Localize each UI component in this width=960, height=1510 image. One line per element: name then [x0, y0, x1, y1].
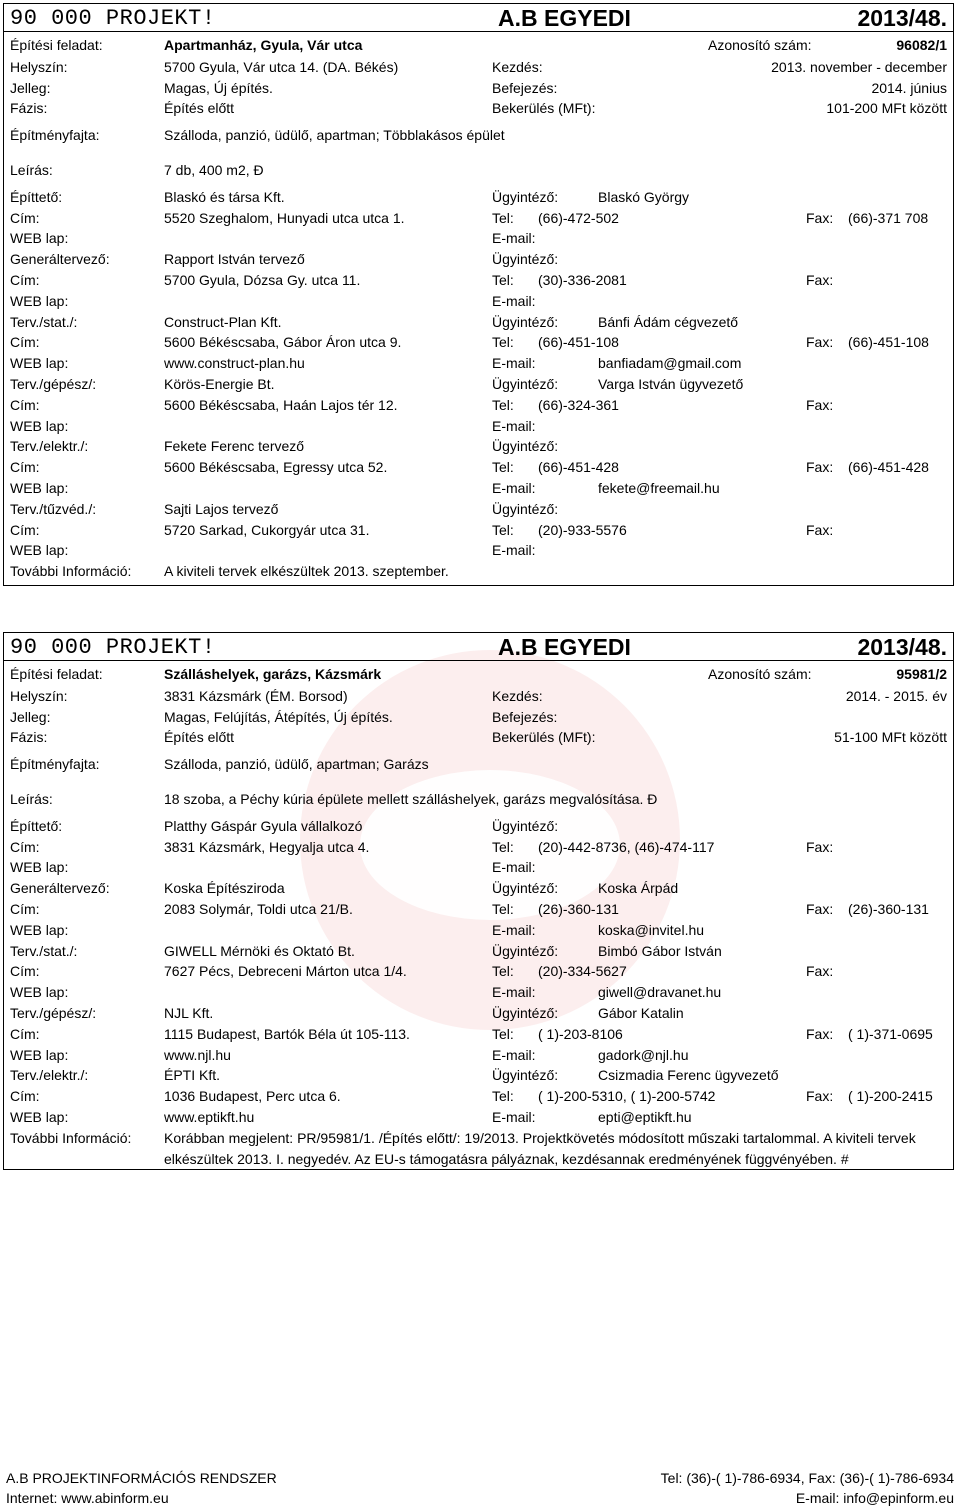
contact-role-label: Terv./stat./: [10, 313, 78, 330]
footer-phone-fax: Tel: (36)-( 1)-786-6934, Fax: (36)-( 1)-786-6934 [660, 1470, 954, 1486]
contact-company: Körös-Energie Bt. [164, 376, 275, 392]
contact-web-row [4, 1107, 953, 1127]
contact-role-row [4, 374, 953, 394]
contact-fax: (66)-371 708 [848, 209, 929, 226]
contact-role-row [4, 816, 953, 836]
info-row [4, 1128, 953, 1167]
contact-person-label: Ügyintéző: [492, 500, 559, 517]
web-label: WEB lap: [10, 292, 69, 309]
contact-email[interactable]: giwell@dravanet.hu [598, 984, 722, 1001]
contact-role-label: Terv./stat./: [10, 942, 78, 959]
contact-person: Bánfi Ádám cégvezető [598, 313, 739, 330]
contact-address-row [4, 1024, 953, 1044]
contact-email[interactable]: gadork@njl.hu [598, 1046, 689, 1063]
address-label: Cím: [10, 901, 40, 917]
phase-row [4, 98, 953, 118]
email-label: E-mail: [492, 355, 536, 372]
header-category: A.B EGYEDI [498, 5, 631, 31]
header-issue: 2013/48. [857, 5, 947, 31]
project-id: 96082/1 [896, 37, 947, 53]
phase-value: Építés előtt [164, 729, 235, 746]
task-row [4, 664, 953, 684]
project-id: 95981/2 [896, 666, 947, 682]
contact-address: 5520 Szeghalom, Hunyadi utca utca 1. [164, 209, 405, 226]
location-label: Helyszín: [10, 687, 68, 704]
contact-address-row [4, 899, 953, 919]
contact-role-row [4, 1065, 953, 1085]
web-label: WEB lap: [10, 921, 69, 938]
phone-label: Tel: [492, 1025, 514, 1042]
fax-label: Fax: [806, 1025, 834, 1042]
project-sheet [3, 632, 954, 1170]
phone-label: Tel: [492, 963, 514, 980]
location-label: Helyszín: [10, 58, 68, 75]
contact-address: 5600 Békéscsaba, Haán Lajos tér 12. [164, 396, 398, 413]
footer-system-name: A.B PROJEKTINFORMÁCIÓS RENDSZER [6, 1470, 277, 1486]
contact-role-label: Terv./tűzvéd./: [10, 500, 97, 517]
contact-email[interactable]: koska@invitel.hu [598, 921, 705, 938]
contact-email[interactable]: banfiadam@gmail.com [598, 355, 742, 372]
web-label: WEB lap: [10, 984, 69, 1001]
cost-value: 51-100 MFt között [834, 729, 947, 746]
info-text: A kiviteli tervek elkészültek 2013. szeptember. [164, 563, 449, 580]
contact-person-label: Ügyintéző: [492, 438, 559, 455]
contact-fax: (66)-451-108 [848, 334, 929, 351]
contact-phone: (66)-472-502 [538, 209, 619, 226]
contact-person: Csizmadia Ferenc ügyvezető [598, 1067, 779, 1084]
email-label: E-mail: [492, 1109, 536, 1125]
fax-label: Fax: [806, 272, 834, 288]
phase-label: Fázis: [10, 100, 48, 117]
contact-person-label: Ügyintéző: [492, 942, 559, 959]
contact-company: Blaskó és társa Kft. [164, 188, 285, 205]
contact-phone: (20)-442-8736, (46)-474-117 [538, 838, 715, 855]
fax-label: Fax: [806, 963, 834, 980]
contact-role-label: Terv./elektr./: [10, 1067, 89, 1084]
phone-label: Tel: [492, 459, 514, 476]
end-value: 2014. június [871, 79, 947, 96]
header-prefix: 90 000 PROJEKT! [10, 635, 216, 660]
contact-company: ÉPTI Kft. [164, 1067, 221, 1084]
phone-label: Tel: [492, 1088, 514, 1105]
contact-web-row [4, 353, 953, 373]
contact-web-row [4, 982, 953, 1002]
contact-web-row [4, 228, 953, 248]
contact-role-row [4, 499, 953, 519]
contact-person: Blaskó György [598, 188, 690, 205]
web-label: WEB lap: [10, 859, 69, 876]
web-label: WEB lap: [10, 355, 69, 372]
description-row [4, 160, 953, 180]
email-label: E-mail: [492, 859, 536, 876]
type-label: Jelleg: [10, 708, 51, 725]
contact-address: 2083 Solymár, Toldi utca 21/B. [164, 901, 353, 917]
email-label: E-mail: [492, 480, 536, 496]
phone-label: Tel: [492, 838, 514, 855]
contact-address-row [4, 520, 953, 540]
contact-company: NJL Kft. [164, 1005, 214, 1021]
fax-label: Fax: [806, 334, 834, 351]
header-issue: 2013/48. [857, 634, 947, 660]
contact-person-label: Ügyintéző: [492, 1005, 559, 1021]
contact-fax: ( 1)-200-2415 [848, 1088, 933, 1105]
fax-label: Fax: [806, 209, 834, 226]
location-value: 5700 Gyula, Vár utca 14. (DA. Békés) [164, 58, 399, 75]
location-value: 3831 Kázsmárk (ÉM. Borsod) [164, 687, 348, 704]
phone-label: Tel: [492, 901, 514, 917]
contact-person-label: Ügyintéző: [492, 1067, 559, 1084]
web-label: WEB lap: [10, 542, 69, 559]
address-label: Cím: [10, 209, 40, 226]
building-row [4, 754, 953, 774]
task-row [4, 35, 953, 55]
contact-person: Varga István ügyvezető [598, 376, 744, 392]
contact-role-label: Terv./gépész/: [10, 376, 97, 392]
contact-role-label: Terv./elektr./: [10, 438, 89, 455]
contact-company: GIWELL Mérnöki és Oktató Bt. [164, 942, 355, 959]
building-row [4, 125, 953, 145]
contact-web-row [4, 1045, 953, 1065]
contact-role-label: Építtető: [10, 817, 63, 834]
project-header [4, 633, 953, 661]
contact-web-row [4, 540, 953, 560]
cost-label: Bekerülés (MFt): [492, 100, 596, 117]
contact-address: 5720 Sarkad, Cukorgyár utca 31. [164, 521, 370, 538]
contact-address: 5700 Gyula, Dózsa Gy. utca 11. [164, 272, 361, 288]
contact-person-label: Ügyintéző: [492, 376, 559, 392]
email-label: E-mail: [492, 417, 536, 434]
address-label: Cím: [10, 396, 40, 413]
phase-row [4, 727, 953, 747]
contact-company: Rapport István tervező [164, 251, 305, 268]
contact-role-label: Terv./gépész/: [10, 1005, 97, 1021]
contact-person-label: Ügyintéző: [492, 251, 559, 268]
web-label: WEB lap: [10, 230, 69, 247]
id-label: Azonosító szám: [708, 666, 812, 682]
contact-company: Sajti Lajos tervező [164, 500, 279, 517]
contact-web-row [4, 857, 953, 877]
contact-role-label: Építtető: [10, 188, 63, 205]
address-label: Cím: [10, 334, 40, 351]
fax-label: Fax: [806, 459, 834, 476]
contact-company: Fekete Ferenc tervező [164, 438, 305, 455]
id-label: Azonosító szám: [708, 37, 812, 53]
contact-role-label: Generáltervező: [10, 880, 110, 897]
contact-role-row [4, 1003, 953, 1023]
header-category: A.B EGYEDI [498, 634, 631, 660]
contact-fax: ( 1)-371-0695 [848, 1025, 933, 1042]
fax-label: Fax: [806, 1088, 834, 1105]
fax-label: Fax: [806, 838, 834, 855]
footer-email[interactable]: E-mail: info@epinform.eu [795, 1490, 954, 1506]
contact-address: 1036 Budapest, Perc utca 6. [164, 1088, 341, 1105]
contact-phone: (30)-336-2081 [538, 272, 627, 288]
contact-website[interactable]: www.eptikft.hu [164, 1109, 255, 1125]
contact-address-row [4, 961, 953, 981]
phase-label: Fázis: [10, 729, 48, 746]
footer-website[interactable]: Internet: www.abinform.eu [6, 1490, 169, 1506]
contact-address-row [4, 395, 953, 415]
email-label: E-mail: [492, 984, 536, 1001]
phone-label: Tel: [492, 209, 514, 226]
contact-company: Platthy Gáspár Gyula vállalkozó [164, 817, 363, 834]
contact-phone: (66)-324-361 [538, 396, 619, 413]
type-value: Magas, Felújítás, Átépítés, Új építés. [164, 708, 393, 725]
contact-role-row [4, 187, 953, 207]
contact-person-label: Ügyintéző: [492, 817, 559, 834]
end-label: Befejezés: [492, 79, 558, 96]
phone-label: Tel: [492, 396, 514, 413]
contact-person-label: Ügyintéző: [492, 880, 559, 897]
task-title: Szálláshelyek, garázs, Kázsmárk [164, 666, 382, 682]
contact-role-row [4, 941, 953, 961]
email-label: E-mail: [492, 1046, 536, 1063]
contact-address-row [4, 1086, 953, 1106]
type-label: Jelleg: [10, 79, 51, 96]
address-label: Cím: [10, 838, 40, 855]
contact-phone: ( 1)-203-8106 [538, 1025, 623, 1042]
contact-role-row [4, 436, 953, 456]
address-label: Cím: [10, 1025, 40, 1042]
web-label: WEB lap: [10, 417, 69, 434]
start-label: Kezdés: [492, 58, 543, 75]
contact-email[interactable]: fekete@freemail.hu [598, 480, 720, 496]
contact-phone: (66)-451-428 [538, 459, 619, 476]
contact-address-row [4, 332, 953, 352]
email-label: E-mail: [492, 542, 536, 559]
task-label: Építési feladat: [10, 37, 103, 53]
start-label: Kezdés: [492, 687, 543, 704]
description-value: 18 szoba, a Péchy kúria épülete mellett szálláshelyek, garázs megvalósítása. Ð [164, 791, 658, 807]
contact-person-label: Ügyintéző: [492, 188, 559, 205]
web-label: WEB lap: [10, 1109, 69, 1125]
type-row [4, 78, 953, 98]
contact-web-row [4, 478, 953, 498]
start-value: 2014. - 2015. év [845, 687, 947, 704]
header-prefix: 90 000 PROJEKT! [10, 6, 216, 31]
contact-address-row [4, 457, 953, 477]
contact-role-row [4, 878, 953, 898]
contact-address: 5600 Békéscsaba, Gábor Áron utca 9. [164, 334, 402, 351]
address-label: Cím: [10, 1088, 40, 1105]
description-label: Leírás: [10, 162, 53, 178]
contact-phone: (26)-360-131 [538, 901, 619, 917]
info-text: Korábban megjelent: PR/95981/1. /Építés előtt/: 19/2013. Projektkövetés módosított műszaki tartalommal. A kiviteli tervek [164, 1129, 916, 1146]
task-label: Építési feladat: [10, 666, 103, 682]
contact-role-row [4, 249, 953, 269]
contact-address-row [4, 270, 953, 290]
contact-role-row [4, 312, 953, 332]
contact-address: 5600 Békéscsaba, Egressy utca 52. [164, 459, 388, 476]
phone-label: Tel: [492, 334, 514, 351]
address-label: Cím: [10, 521, 40, 538]
location-row [4, 57, 953, 77]
contact-role-label: Generáltervező: [10, 251, 110, 268]
contact-web-row [4, 416, 953, 436]
contact-person: Bimbó Gábor István [598, 942, 722, 959]
task-title: Apartmanház, Gyula, Vár utca [164, 37, 363, 53]
address-label: Cím: [10, 963, 40, 980]
page-footer [6, 1470, 954, 1510]
project-header [4, 4, 953, 32]
fax-label: Fax: [806, 521, 834, 538]
start-value: 2013. november - december [771, 58, 947, 75]
contact-address: 1115 Budapest, Bartók Béla út 105-113. [164, 1025, 410, 1042]
description-label: Leírás: [10, 791, 53, 807]
contact-address: 7627 Pécs, Debreceni Márton utca 1/4. [164, 963, 407, 980]
info-row [4, 561, 953, 581]
building-label: Építményfajta: [10, 756, 100, 773]
contact-address: 3831 Kázsmárk, Hegyalja utca 4. [164, 838, 370, 855]
description-value: 7 db, 400 m2, Ð [164, 162, 264, 178]
phase-value: Építés előtt [164, 100, 235, 117]
contact-fax: (26)-360-131 [848, 901, 929, 917]
contact-web-row [4, 920, 953, 940]
contact-web-row [4, 291, 953, 311]
fax-label: Fax: [806, 901, 834, 917]
building-label: Építményfajta: [10, 127, 100, 144]
contact-person: Gábor Katalin [598, 1005, 684, 1021]
location-row [4, 686, 953, 706]
contact-company: Construct-Plan Kft. [164, 313, 282, 330]
info-label: További Információ: [10, 1129, 132, 1146]
contact-website[interactable]: www.construct-plan.hu [164, 355, 305, 372]
phone-label: Tel: [492, 521, 514, 538]
contact-website[interactable]: www.njl.hu [164, 1046, 231, 1063]
building-value: Szálloda, panzió, üdülő, apartman; Garázs [164, 756, 429, 773]
cost-label: Bekerülés (MFt): [492, 729, 596, 746]
contact-address-row [4, 208, 953, 228]
info-label: További Információ: [10, 563, 132, 580]
contact-phone: ( 1)-200-5310, ( 1)-200-5742 [538, 1088, 716, 1105]
contact-person: Koska Árpád [598, 880, 679, 897]
web-label: WEB lap: [10, 1046, 69, 1063]
email-label: E-mail: [492, 292, 536, 309]
project-sheet [3, 3, 954, 586]
email-label: E-mail: [492, 921, 536, 938]
email-label: E-mail: [492, 230, 536, 247]
address-label: Cím: [10, 459, 40, 476]
contact-phone: (66)-451-108 [538, 334, 619, 351]
web-label: WEB lap: [10, 480, 69, 496]
contact-phone: (20)-933-5576 [538, 521, 627, 538]
cost-value: 101-200 MFt között [826, 100, 947, 117]
address-label: Cím: [10, 272, 40, 288]
phone-label: Tel: [492, 272, 514, 288]
contact-email[interactable]: epti@eptikft.hu [598, 1109, 692, 1125]
contact-phone: (20)-334-5627 [538, 963, 627, 980]
contact-fax: (66)-451-428 [848, 459, 929, 476]
type-row [4, 707, 953, 727]
type-value: Magas, Új építés. [164, 79, 273, 96]
fax-label: Fax: [806, 396, 834, 413]
contact-address-row [4, 837, 953, 857]
contact-company: Koska Építésziroda [164, 880, 285, 897]
info-text: elkészültek 2013. I. negyedév. Az EU-s támogatásra pályáznak, kezdésannak eredményének függvényében. # [164, 1150, 849, 1167]
end-label: Befejezés: [492, 708, 558, 725]
description-row [4, 789, 953, 809]
contact-person-label: Ügyintéző: [492, 313, 559, 330]
building-value: Szálloda, panzió, üdülő, apartman; Többlakásos épület [164, 127, 505, 144]
